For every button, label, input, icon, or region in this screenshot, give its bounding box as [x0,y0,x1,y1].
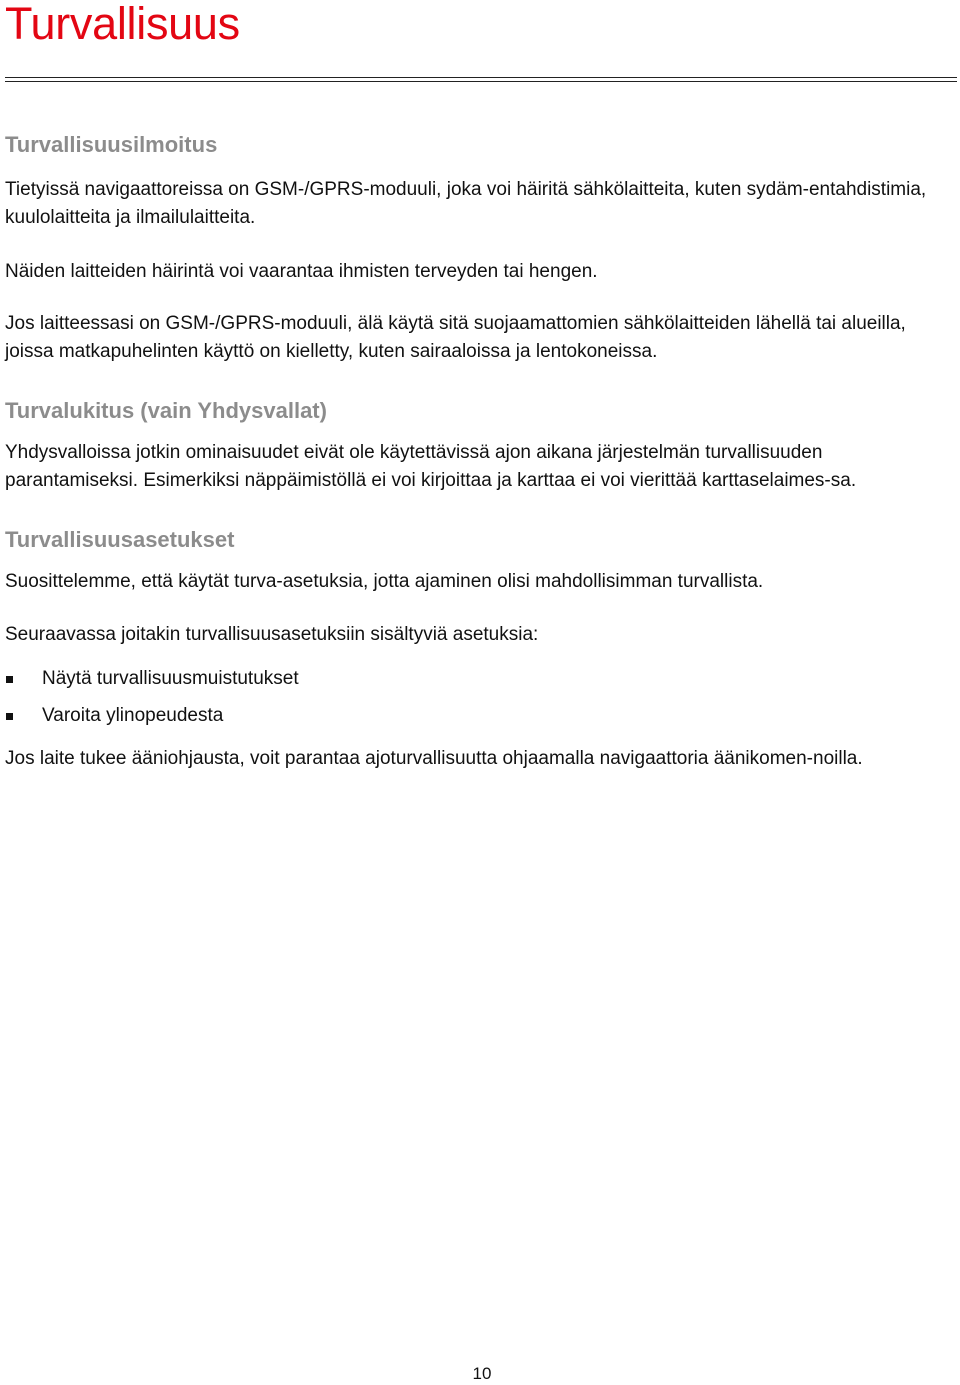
paragraph-gsm-usage-warning: Jos laitteessasi on GSM-/GPRS-moduuli, älä käytä sitä suojaamattomien sähkölaitteiden lähellä tai alueilla, joissa matkapuhelinten käyttö on kielletty, kuten sairaaloissa ja lentokoneissa. [5,313,906,362]
page-number: 10 [472,1364,492,1383]
title-divider-top [5,77,957,78]
section-heading-safety-lock: Turvalukitus (vain Yhdysvallat) [5,398,327,423]
square-bullet-icon [6,676,13,683]
list-item [5,702,950,730]
safety-settings-list [5,665,950,730]
document-body [5,130,950,773]
list-item-label: Näytä turvallisuusmuistutukset [42,668,299,689]
paragraph-gsm-interference: Tietyissä navigaattoreissa on GSM-/GPRS-moduuli, joka voi häiritä sähkölaitteita, kuten sydäm-entahdistimia, kuulolaitteita ja ilmailulaitteita. [5,179,927,228]
paragraph-us-restrictions: Yhdysvalloissa jotkin ominaisuudet eivät ole käytettävissä ajon aikana järjestelmän turvallisuuden parantamiseksi. Esimerkiksi näppäimistöllä ei voi kirjoittaa ja karttaa ei voi vierittää karttaselaimes-sa. [5,442,857,491]
paragraph-health-risk: Näiden laitteiden häirintä voi vaarantaa ihmisten terveyden tai hengen. [5,261,598,282]
list-item [5,665,950,693]
paragraph-recommendation: Suosittelemme, että käytät turva-asetuksia, jotta ajaminen olisi mahdollisimman turvallista. [5,571,764,592]
section-heading-safety-notice: Turvallisuusilmoitus [5,132,218,157]
paragraph-settings-intro: Seuraavassa joitakin turvallisuusasetuksiin sisältyviä asetuksia: [5,624,539,645]
title-divider-bottom [5,81,957,82]
square-bullet-icon [6,713,13,720]
list-item-label: Varoita ylinopeudesta [42,705,224,726]
section-heading-safety-settings: Turvallisuusasetukset [5,527,235,552]
page-title: Turvallisuus [5,0,240,49]
paragraph-voice-control: Jos laite tukee ääniohjausta, voit parantaa ajoturvallisuutta ohjaamalla navigaattoria äänikomen-noilla. [5,748,863,769]
